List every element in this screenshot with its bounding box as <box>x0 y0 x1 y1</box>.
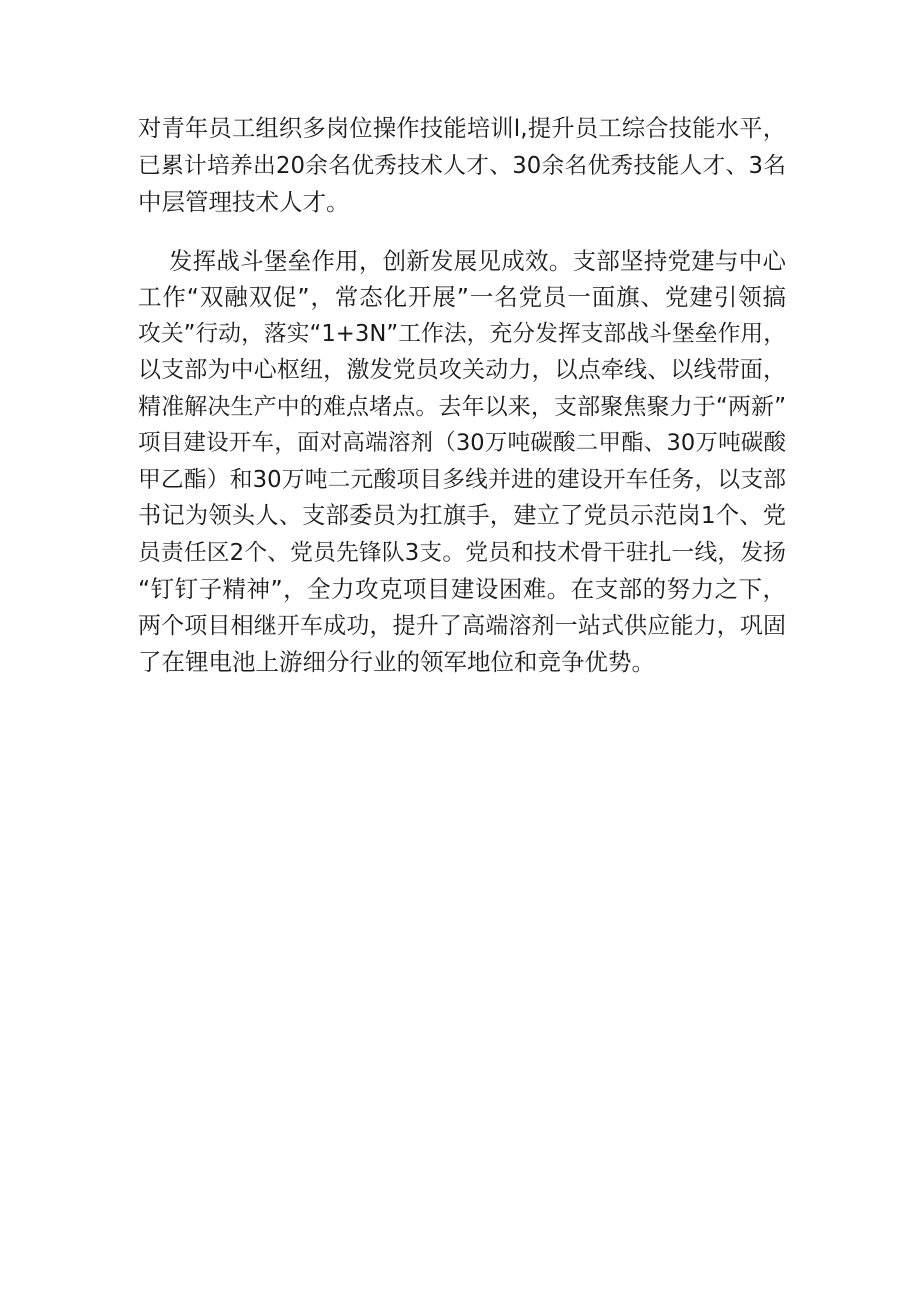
paragraph-line: 两个项目相继开车成功，提升了高端溶剂一站式供应能力，巩固 <box>138 612 786 639</box>
paragraph-line: “钉钉子精神”，全力攻克项目建设困难。在支部的努力之下， <box>138 575 786 603</box>
document-body <box>138 111 786 681</box>
paragraph-training <box>138 111 786 221</box>
paragraph-line: 甲乙酯）和30万吨二元酸项目多线并进的建设开车任务，以支部 <box>138 466 786 493</box>
paragraph-line: 以支部为中心枢纽，激发党员攻关动力，以点牵线、以线带面， <box>138 357 786 383</box>
paragraph-line: 书记为领头人、支部委员为扛旗手，建立了党员示范岗1个、党 <box>138 502 786 529</box>
paragraph-fortress <box>138 243 786 681</box>
paragraph-line: 发挥战斗堡垒作用，创新发展见成效。支部坚持党建与中心 <box>138 246 786 275</box>
paragraph-line: 对青年员工组织多岗位操作技能培训l,提升员工综合技能水平， <box>138 115 786 142</box>
paragraph-line: 中层管理技术人才。 <box>138 188 350 216</box>
paragraph-line: 工作“双融双促”，常态化开展”一名党员一面旗、党建引领搞 <box>138 283 786 311</box>
paragraph-gap <box>138 221 786 243</box>
paragraph-line: 了在锂电池上游细分行业的领军地位和竞争优势。 <box>138 648 655 676</box>
paragraph-line: 员责任区2个、党员先锋队3支。党员和技术骨干驻扎一线，发扬 <box>138 539 786 566</box>
paragraph-line: 精准解决生产中的难点堵点。去年以来，支部聚焦聚力于“两新” <box>138 393 786 420</box>
paragraph-line: 已累计培养出20余名优秀技术人才、30余名优秀技能人才、3名 <box>138 152 786 179</box>
paragraph-line: 项目建设开车，面对高端溶剂（30万吨碳酸二甲酯、30万吨碳酸 <box>138 430 786 456</box>
paragraph-line: 攻关”行动，落实“1+3N”工作法，充分发挥支部战斗堡垒作用， <box>138 320 786 347</box>
